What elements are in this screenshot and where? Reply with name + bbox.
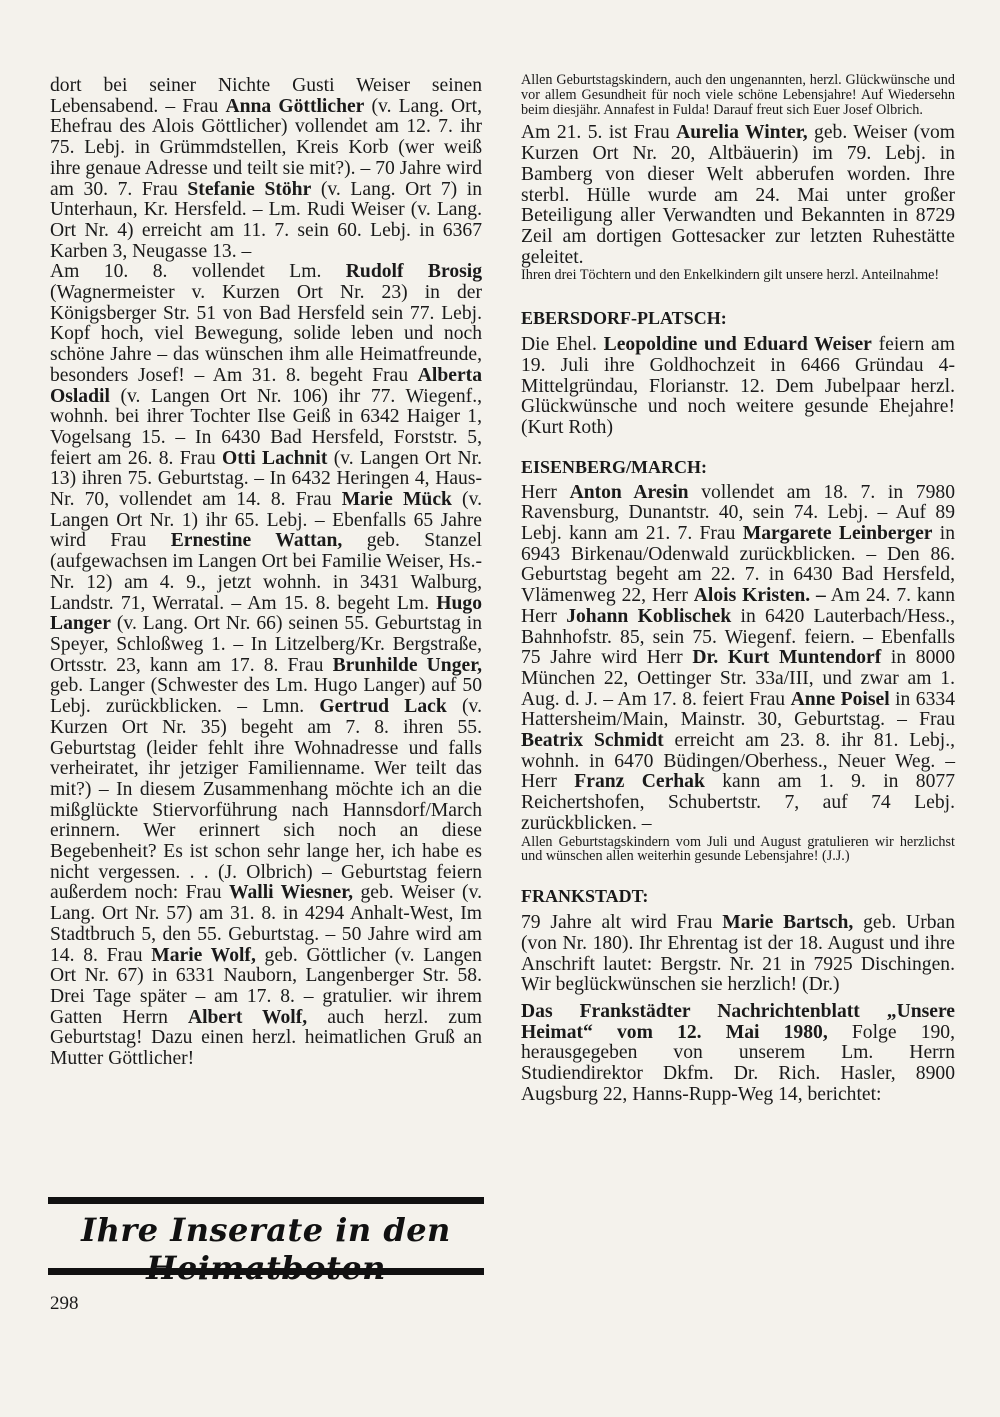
- condolence-note: Ihren drei Töchtern und den Enkelkindern gilt unsere herzl. Anteilnahme!: [521, 267, 940, 284]
- article-text: Am 10. 8. vollendet Lm. Rudolf Brosig (Wagnermeister v. Kurzen Ort Nr. 23) in der Königsberger Str. 51 von Bad Hersfeld sein 77. Lebj. Kopf hoch, viel Bewegung, solide leben und noch schöne Jahre – das wünschen ihm alle Heimatfreunde, besonders Josef! – Am 31. 8. begeht Frau Alberta Osladil (v. Langen Ort Nr. 106) ihr 77. Wiegenf., wohnh. bei ihrer Tochter Ilse Geiß in 6342 Haiger 1, Vogelsang 15. – In 6430 Bad Hersfeld, Forststr. 5, feiert am 26. 8. Frau Otti Lachnit (v. Langen Ort Nr. 13) ihren 75. Geburtstag. – In 6432 Heringen 4, Haus-Nr. 70, vollendet am 14. 8. Frau Marie Mück (v. Langen Ort Nr. 1) ihr 65. Lebj. – Ebenfalls 65 Jahre wird Frau Ernestine Wattan, geb. Stanzel (aufgewachsen im Langen Ort bei Familie Weiser, Hs.-Nr. 12) am 4. 9., jetzt wohnh. in 3431 Walburg, Landstr. 71, Werratal. – Am 15. 8. begeht Lm. Hugo Langer (v. Lang. Ort Nr. 66) seinen 55. Geburtstag in Speyer, Schloßweg 1. – In Litzelberg/Kr. Bergstraße, Ortsstr. 23, kann am 17. 8. Frau Brunhilde Unger, geb. Langer (Schwester des Lm. Hugo Langer) auf 50 Lebj. zurückblicken. – Lmn. Gertrud Lack (v. Kurzen Ort Nr. 35) begeht am 7. 8. ihren 55. Geburtstag (leider fehlt ihre Wohnadresse und falls verheiratet, ihr jetziger Familienname. Wer teilt das mit?) – In diesem Zusammenhang möchte ich an die mißglückte Stiervorführung nach Hannsdorf/March erinnern. Wer erinnert sich noch an diese Begebenheit? Es ist schon sehr lange her, ich habe es nicht vergessen. . . (J. Olbrich) – Geburtstag feiern außerdem noch: Frau Walli Wiesner, geb. Weiser (v. Lang. Ort Nr. 57) am 31. 8. in 4294 Anhalt-West, Im Stadtbruch 5, den 55. Geburtstag. – 50 Jahre wird am 14. 8. Frau Marie Wolf, geb. Göttlicher (v. Langen Ort Nr. 67) in 6331 Nauborn, Langenberger Str. 58. Drei Tage später – am 17. 8. – gratulier. wir ihrem Gatten Herrn Albert Wolf, auch herzl. zum Geburtstag! Dazu einen herzl. heimatlichen Gruß an Mutter Göttlicher!: [50, 261, 483, 1070]
- section-heading-eisenberg: EISENBERG/MARCH:: [521, 456, 708, 477]
- greeting-note: Allen Geburtstagskindern, auch den ungenannten, herzl. Glückwünsche und vor allem Gesundheit für noch viele schöne Lebensjahre! Auf Wiedersehn beim diesjähr. Annafest in Fulda! Darauf freut sich Euer Josef Olbrich.: [521, 72, 955, 118]
- banner-rule-bottom: [48, 1268, 484, 1275]
- nachrichtenblatt-text: Das Frankstädter Nachrichtenblatt „Unsere Heimat“ vom 12. Mai 1980, Folge 190, herausgegeben von unserem Lm. Herrn Studiendirektor Dkfm. Dr. Rich. Hasler, 8900 Augsburg 22, Hanns-Rupp-Weg 14, berichtet:: [521, 1000, 955, 1105]
- banner-text: Ihre Inserate in den: [81, 1211, 451, 1249]
- obituary-text: Am 21. 5. ist Frau Aurelia Winter, geb. Weiser (vom Kurzen Ort Nr. 20, Altbäuerin) im 79. Lebj. in Bamberg von dieser Welt abberufen worden. Ihre sterbl. Hülle wurde am 24. Mai unter großer Beteiligung aller Verwandten und Bekannten in 8729 Zeil am dortigen Gottesacker zur letzten Ruhestätte geleitet.: [521, 122, 955, 268]
- eisenberg-text: Herr Anton Aresin vollendet am 18. 7. in 7980 Ravensburg, Dunantstr. 40, sein 74. Lebj. – Auf 89 Lebj. kann am 21. 7. Frau Margarete Leinberger in 6943 Birkenau/Odenwald zurückblicken. – Den 86. Geburtstag begeht am 22. 7. in 6430 Bad Hersfeld, Vlämenweg 22, Herr Alois Kristen. – Am 24. 7. kann Herr Johann Koblischek in 6420 Lauterbach/Hess., Bahnhofstr. 85, sein 75. Wiegenf. feiern. – Ebenfalls 75 Jahre wird Herr Dr. Kurt Muntendorf in 8000 München 22, Oettinger Str. 33a/III, und zwar am 1. Aug. d. J. – Am 17. 8. feiert Frau Anne Poisel in 6334 Hattersheim/Main, Mainstr. 30, Geburtstag. – Frau Beatrix Schmidt erreicht am 23. 8. ihr 81. Lebj., wohnh. in 6470 Büdingen/Oberhess., Neuer Weg. – Herr Franz Cerhak kann am 1. 9. in 8077 Reichertshofen, Schubertstr. 7, auf 74 Lebj. zurückblicken. –: [521, 481, 956, 834]
- ebersdorf-text: Die Ehel. Leopoldine und Eduard Weiser feiern am 19. Juli ihre Goldhochzeit in 6466 Gründau 4-Mittelgründau, Florianstr. 12. Dem Jubelpaar herzl. Glückwünsche und noch weitere gesunde Ehejahre! (Kurt Roth): [521, 334, 955, 438]
- frankstadt-text: 79 Jahre alt wird Frau Marie Bartsch, geb. Urban (von Nr. 180). Ihr Ehrentag ist der 18. August und ihre Anschrift lautet: Bergstr. Nr. 21 in 7925 Dischingen. Wir beglückwünschen sie herzlich! (Dr.): [521, 912, 956, 996]
- congratulation-note: Allen Geburtstagskindern vom Juli und August gratulieren wir herzlichst und wünschen allen weiterhin gesunde Lebensjahre! (J.J.): [521, 833, 955, 865]
- section-heading-frankstadt: FRANKSTADT:: [521, 886, 649, 907]
- advertisement-banner: [48, 1197, 484, 1275]
- banner-rule-top: [48, 1197, 484, 1204]
- left-column: [50, 76, 482, 1070]
- article-text: dort bei seiner Nichte Gusti Weiser seinen Lebensabend. – Frau Anna Göttlicher (v. Lang. Ort, Ehefrau des Alois Göttlicher) vollendet am 12. 7. ihr 75. Lebj. in Grümmdstellen, Kreis Korb (wer weiß ihre genaue Adresse und teilt sie mit?). – 70 Jahre wird am 30. 7. Frau Stefanie Stöhr (v. Lang. Ort 7) in Unterhaun, Kr. Hersfeld. – Lm. Rudi Weiser (v. Lang. Ort Nr. 4) erreicht am 11. 7. sein 60. Lebj. in 6367 Karben 3, Neugasse 13. –: [50, 75, 482, 262]
- section-heading-ebersdorf: EBERSDORF-PLATSCH:: [521, 308, 727, 329]
- right-column: [521, 73, 955, 1106]
- page-number: 298: [50, 1293, 79, 1314]
